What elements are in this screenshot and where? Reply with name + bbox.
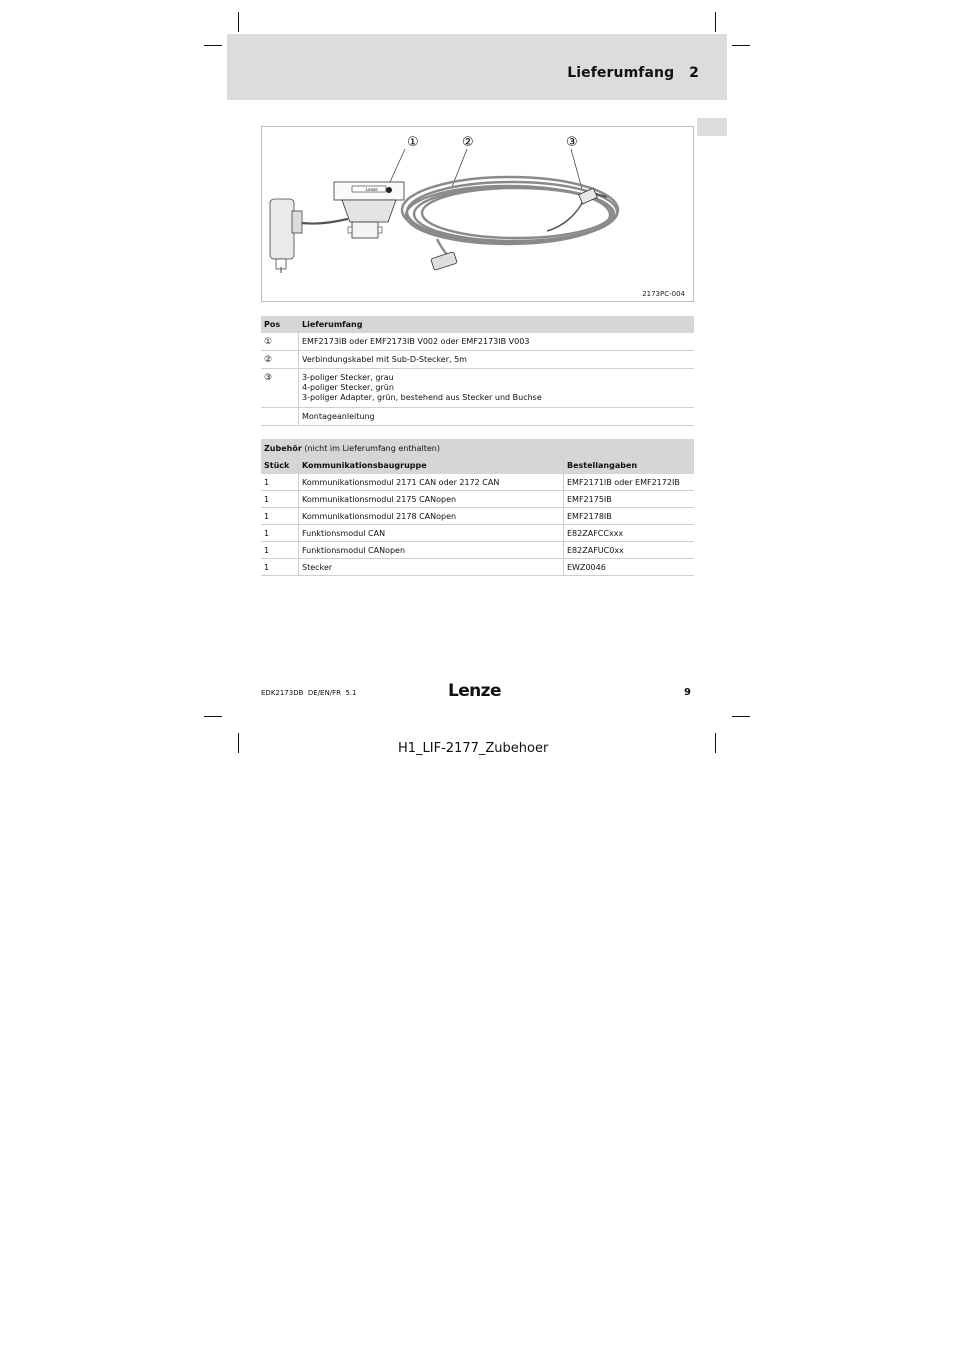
callout-1: ① [407,135,419,150]
file-label: H1_LIF-2177_Zubehoer [398,741,549,756]
table-header-row [261,457,694,474]
row-pos: ② [261,351,299,369]
page-header [227,34,727,100]
product-figure [261,126,694,302]
crop-mark [204,45,222,46]
scope-of-delivery-table [261,316,694,426]
row-qty: 1 [261,474,299,491]
column-header-qty: Stück [261,457,299,474]
row-module: Kommunikationsmodul 2178 CANopen [299,508,564,525]
figure-caption: 2173PC-004 [642,290,685,298]
crop-mark [732,716,750,717]
row-line: 3-poliger Adapter, grün, bestehend aus Stecker und Buchse [302,393,542,402]
row-pos: ③ [261,369,299,408]
accessories-title [261,439,694,457]
table-row [261,333,694,351]
page-number: 9 [684,687,691,698]
accessories-title-row [261,439,694,457]
crop-mark [715,733,716,753]
chapter-number: 2 [689,65,699,81]
callout-3: ③ [566,135,578,150]
table-row [261,508,694,525]
table-row [261,369,694,408]
row-qty: 1 [261,491,299,508]
crop-mark [204,716,222,717]
accessories-title-note: (nicht im Lieferumfang enthalten) [301,443,440,453]
row-qty: 1 [261,525,299,542]
column-header-pos: Pos [261,316,299,333]
page-title [567,65,699,81]
crop-mark [238,12,239,32]
doc-languages: DE/EN/FR [307,689,341,697]
row-text: EMF2173IB oder EMF2173IB V002 oder EMF2173IB V003 [299,333,695,351]
row-order: E82ZAFCCxxx [564,525,695,542]
table-row [261,559,694,576]
column-header-scope: Lieferumfang [299,316,695,333]
row-text: Verbindungskabel mit Sub-D-Stecker, 5m [299,351,695,369]
table-row [261,525,694,542]
row-module: Stecker [299,559,564,576]
row-module: Funktionsmodul CAN [299,525,564,542]
row-order: EMF2171IB oder EMF2172IB [564,474,695,491]
row-order: EMF2178IB [564,508,695,525]
section-title: Lieferumfang [567,65,675,81]
callout-2: ② [462,135,474,150]
column-header-module: Kommunikationsbaugruppe [299,457,564,474]
accessories-table [261,439,694,576]
row-order: E82ZAFUC0xx [564,542,695,559]
module-body [270,199,294,259]
row-text-multiline [299,369,695,408]
table-row [261,491,694,508]
row-pos: ① [261,333,299,351]
sub-d-plug [431,252,458,271]
row-line: 3-poliger Stecker, grau [302,373,394,382]
document-id [261,689,357,697]
accessories-title-bold: Zubehör [264,443,302,453]
crop-mark [238,733,239,753]
coiled-cable [402,177,618,244]
table-row [261,542,694,559]
row-module: Kommunikationsmodul 2175 CANopen [299,491,564,508]
crop-mark [715,12,716,32]
row-module: Kommunikationsmodul 2171 CAN oder 2172 CAN [299,474,564,491]
row-module: Funktionsmodul CANopen [299,542,564,559]
row-pos [261,408,299,426]
row-line: 4-poliger Stecker, grün [302,383,394,392]
row-qty: 1 [261,508,299,525]
crop-mark [732,45,750,46]
table-row [261,351,694,369]
row-qty: 1 [261,559,299,576]
row-order: EWZ0046 [564,559,695,576]
lenze-logo: Lenze [448,681,501,701]
table-row [261,474,694,491]
adapter-brand-label: Lenze [366,187,378,192]
table-header-row [261,316,694,333]
row-order: EMF2175IB [564,491,695,508]
product-illustration [262,127,693,301]
column-header-order: Bestellangaben [564,457,695,474]
table-row [261,408,694,426]
row-text: Montageanleitung [299,408,695,426]
doc-id: EDK2173DB [261,689,304,697]
chapter-tab [697,118,727,136]
doc-version: 5.1 [345,689,357,697]
row-qty: 1 [261,542,299,559]
